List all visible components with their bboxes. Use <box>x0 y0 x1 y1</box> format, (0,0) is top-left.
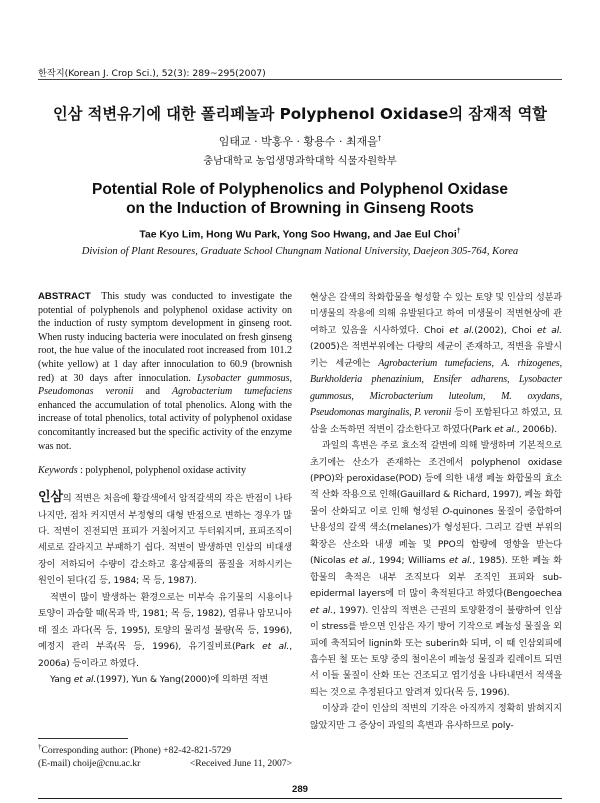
paragraph-text: 현상은 갈색의 착화합물을 형성할 수 있는 토양 및 인삼의 성분과 미생물의 작용에 의해 유발된다고 하여 미생물이 적변현상에 관여하고 있음을 시사하였다. Choi <box>310 293 562 336</box>
paragraph-text: 의 적변은 처음에 황갈색에서 암적갈색의 작은 반점이 나타나지만, 점차 커지면서 부정형의 대형 반점으로 변하는 경우가 많다. 적변이 진전되면 표피가 거칠어지고 두터워지며, 표피조직이 세로로 갈라지고 부패하기 쉽다. 적변이 발생하면 인삼의 비대생장이 저하되어 수량이 감소하고 홍삼제품의 품질을 저하시키는 원인이 된다(김 등, 1984; 목 등, 1987). <box>38 494 292 587</box>
title-english-line1: Potential Role of Polyphenolics and Polyphenol Oxidase <box>92 181 508 198</box>
affiliation-korean: 충남대학교 농업생명과학대학 식물자원학부 <box>203 156 397 167</box>
author-email: (E-mail) choije@cnu.ac.kr <box>38 758 141 770</box>
paragraph-text: (2002), Choi <box>474 325 538 336</box>
journal-citation: 한작지(Korean J. Crop Sci.), 52(3): 289~295(2007) <box>38 68 266 79</box>
right-paragraph-3: 이상과 같이 인삼의 적변의 기작은 아직까지 정확히 밝혀지지 않았지만 그 증상이 과일의 흑변과 유사하므로 poly- <box>310 704 562 731</box>
corresponding-author: Corresponding author: (Phone) +82-42-821-5729 <box>41 745 232 757</box>
paragraph-text: (2005)은 적변부위에는 다량의 세균이 존재하고, 적변을 유발시키는 세균에는 <box>310 342 562 369</box>
paragraph-text: , 1985). 또한 페놀 화합물의 축적은 내부 조직보다 외부 조직인 표피와 sub-epidermal layers에 더 많이 축적된다고 하였다(Bengoechea <box>310 556 562 600</box>
keywords-label: Keywords <box>38 465 78 477</box>
corresponding-mark-en: † <box>456 228 461 235</box>
paragraph-text: , 1994; Williams <box>372 556 450 567</box>
authors-english-names: Tae Kyo Lim, Hong Wu Park, Yong Soo Hwang, and Jae Eul Choi <box>139 229 457 241</box>
corresponding-mark: † <box>377 134 382 143</box>
abstract-species-2: Agrobacterium tumefaciens <box>172 386 292 398</box>
paragraph-text: 등이 포함된다고 하였고, 묘삼을 소독하면 적변이 감소한다고 하였다(Park <box>310 408 563 435</box>
footnote <box>38 741 292 770</box>
etal: et al. <box>494 424 517 435</box>
affiliation-english: Division of Plant Resoures, Graduate School Chungnam National University, Daejeon 305-764, Korea <box>81 246 519 257</box>
footnote-line-2 <box>38 757 292 770</box>
paragraph-text: (1997), Yun & Yang(2000)에 의하면 적변 <box>96 675 269 686</box>
footer-rule <box>38 798 562 799</box>
paragraph-text: -quinones 물질이 중합하여 난용성의 갈색 색소(melanes)가 형성된다. 그리고 갈변 부위의 확장은 산소와 내생 페놀 및 PPO의 함량에 영향을 받는다(Nicolas <box>310 506 562 567</box>
footnote-line-1 <box>38 741 292 757</box>
authors-korean <box>0 133 600 149</box>
abstract-text: and <box>133 386 173 398</box>
left-column <box>38 290 292 689</box>
authors-english <box>0 228 600 240</box>
paragraph-text: , 2006b). <box>516 424 557 435</box>
authors-korean-names: 임태교 · 박홍우 · 황용수 · 최재을 <box>218 135 378 148</box>
title-english <box>0 180 600 218</box>
etal: et al. <box>449 325 475 336</box>
title-korean: 인삼 적변유기에 대한 폴리페놀과 Polyphenol Oxidase의 잠재적 역할 <box>53 105 547 123</box>
paragraph-text: , 1997). 인삼의 적변은 근권의 토양환경이 불량하여 인삼이 stress를 받으면 인삼은 자기 방어 기작으로 페놀성 물질을 외피에 축적되어 lignin화 또는 suberin화 되며, 이 때 인삼외피에 흡수된 철 또는 토양 중의 철이온이 페놀성 물질과 킬레이트 되면서 이들 물질이 산화 또는 건조되고 엽기성을 나타내면서 적색을 띄는 것으로 추정된다고 알려져 있다(목 등, 1996). <box>310 605 562 698</box>
abstract-label: ABSTRACT <box>38 291 91 302</box>
keywords-text: : polyphenol, polyphenol oxidase activity <box>77 465 246 477</box>
abstract-species-1: Lysobacter gummosus, Pseudomonas veronii <box>38 372 292 398</box>
footnote-rule <box>38 738 128 739</box>
intro-paragraph-2 <box>38 590 292 672</box>
dropcap-word: 인삼 <box>38 490 63 506</box>
page-number: 289 <box>291 784 308 795</box>
received-date: <Received June 11, 2007> <box>189 758 292 770</box>
abstract <box>38 290 292 453</box>
species-list: Agrobacterium tumefaciens, A. rhizogenes, Burkholderia phenazinium, Ensifer adharens, Lysobacter gummosus, Microbacterium luteolum, M. oxydans, Pseudomonas marginalis, P. veronii <box>310 357 562 419</box>
italic-o: O <box>442 506 450 517</box>
abstract-text: enhanced the accumulation of total phenolics. Along with the increase of total phenolics, total activity of polyphenol oxidase concomitantly increased but the specific activity of the enzyme was not. <box>38 399 292 452</box>
intro-paragraph-1 <box>38 490 292 590</box>
paragraph-text: 적변이 많이 발생하는 환경으로는 미부숙 유기물의 시용이나 토양이 과습할 때(목과 박, 1981; 목 등, 1982), 염류나 암모니아태 질소 과다(목 등, 1995), 토양의 물리성 불량(목 등, 1996), 예정지 관리 부족(목 등, 1996), 유기질비료(Park <box>38 592 292 653</box>
keywords <box>38 463 292 478</box>
title-english-line2: on the Induction of Browning in Ginseng Roots <box>126 200 474 217</box>
etal: et al. <box>349 556 373 567</box>
footnote-mark: † <box>38 743 42 751</box>
abstract-text: This study was conducted to investigate the potential of polyphenols and polyphenol oxidase activity on the induction of rusty symptom development in ginseng root. When rusty inducing bacteria were inoculated on fresh ginseng root, the hue value of the inoculated root increased from 101.2 (white yellow) at 1 day after innoculation to 60.9 (brownish red) at 30 days after innoculation. <box>38 291 292 384</box>
paragraph-text: , 2006a) 등이라고 하였다. <box>38 642 292 669</box>
right-paragraph-2 <box>310 438 562 701</box>
etal: et al. <box>537 325 562 336</box>
etal: et al. <box>449 556 473 567</box>
header-rule <box>38 79 562 80</box>
paragraph-text: Yang <box>50 675 74 686</box>
etal: et al. <box>310 605 334 616</box>
intro-body <box>38 490 292 688</box>
intro-paragraph-3 <box>38 672 292 688</box>
right-column <box>310 290 562 734</box>
paragraph-text: 과일의 흑변은 주로 효소적 갈변에 의해 발생하며 기본적으로 초기에는 산소가 존재하는 조건에서 polyphenol oxidase (PPO)와 peroxidase(POD) 등에 의한 내생 페놀 화합물의 효소적 산화 작용으로 인해(Gauillard & Richard, 1997), 페놀 화합물이 산화되고 이로 인해 형성된 <box>310 441 562 517</box>
etal: et al. <box>73 675 97 686</box>
etal: et al. <box>262 642 290 653</box>
right-paragraph-1 <box>310 290 562 438</box>
